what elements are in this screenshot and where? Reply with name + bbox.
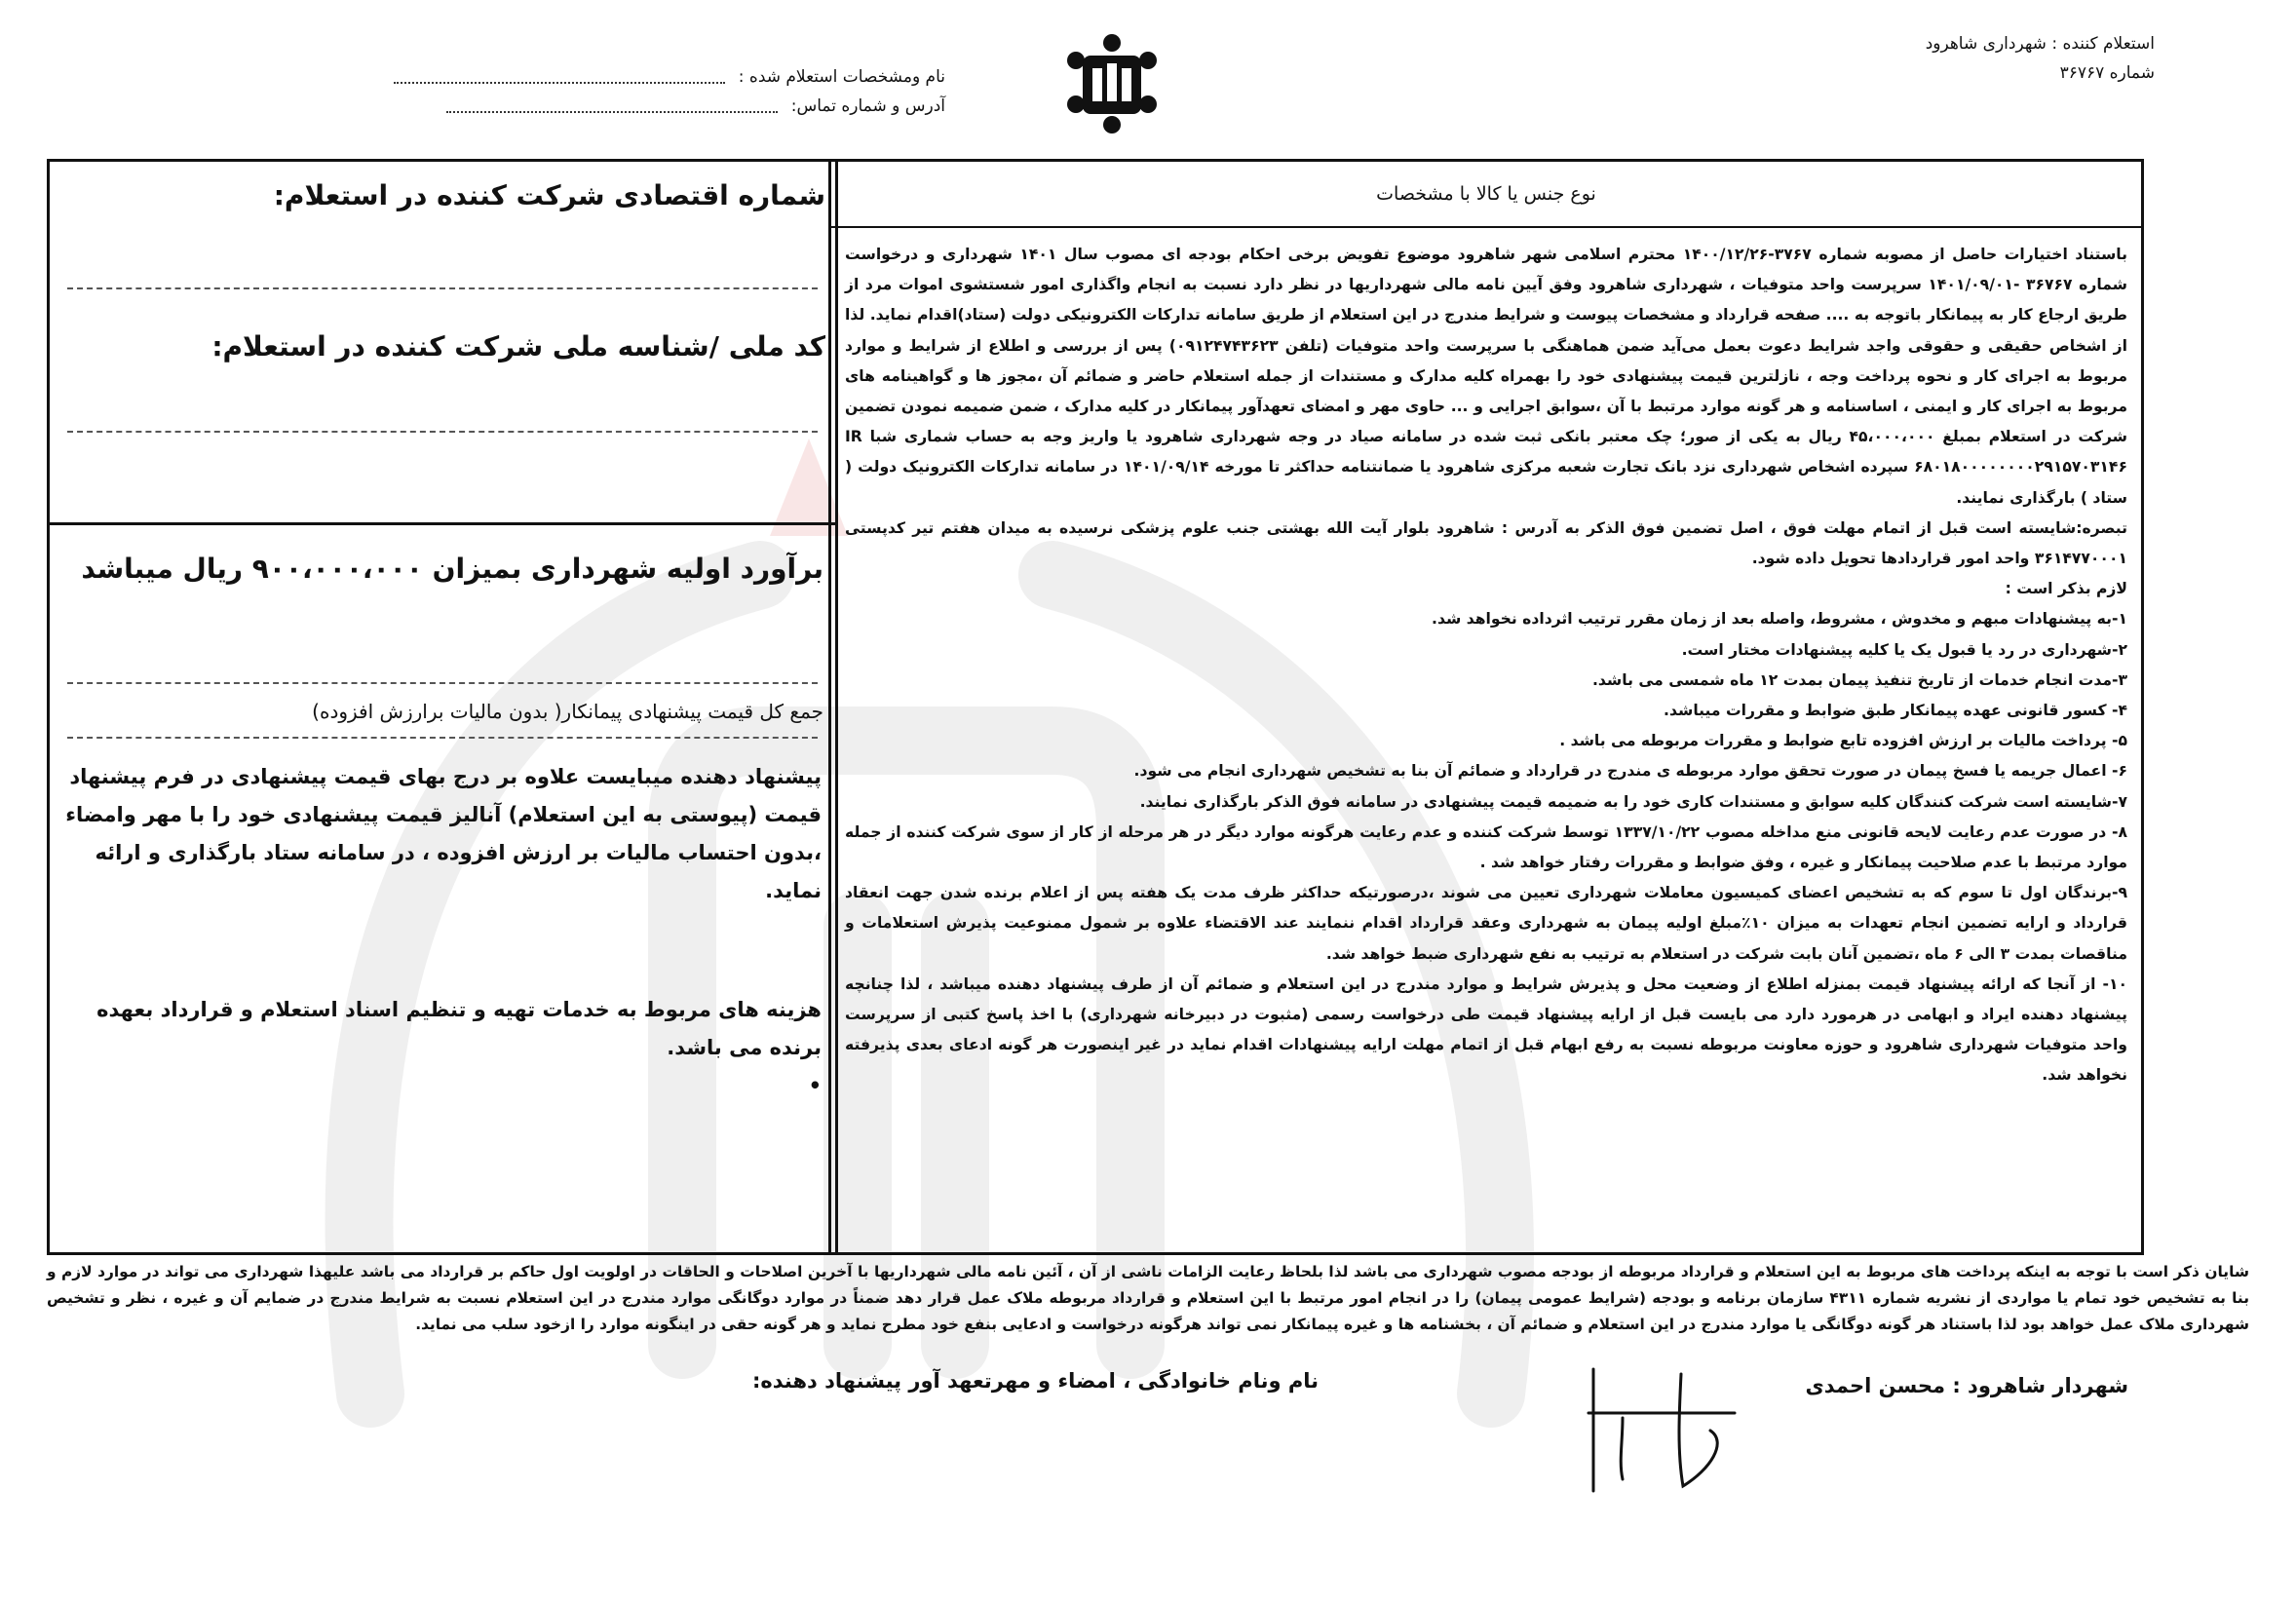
- respondent-name-label: نام ومشخصات استعلام شده :: [738, 67, 945, 87]
- total-price-field[interactable]: [67, 682, 818, 684]
- bidder-signature-label: نام ونام خانوادگی ، امضاء و مهرتعهد آور پیشنهاد دهنده:: [752, 1369, 1319, 1393]
- condition-item-10: ۱۰- از آنجا که ارائه پیشنهاد قیمت بمنزله اطلاع از وضعیت محل و پذیرش شرایط و موارد مندرج در این استعلام و ضمائم آن از طرف پیشنهاد دهنده میباشد ، لذا چنانچه پیشنهاد دهنده ایراد و ابهامی در هرمورد دارد می بایست قبل از ارایه پیشنهاد قیمت طی درخواست رسمی (مثبوت در دبیرخانه شهرداری) با اخذ پاسخ کتبی از سرپرست واحد متوفیات شهرداری شاهرود و حوزه معاونت مربوطه نسبت به رفع ابهام قبل از اتمام مهلت ارایه پیشنهادات اقدام نماید در غیر اینصورت هر گونه ادعای بعدی پذیرفته نخواهد شد.: [845, 974, 2127, 1085]
- inquirer-label: استعلام کننده : شهرداری شاهرود: [1925, 34, 2155, 54]
- municipality-logo-icon: [1058, 31, 1166, 138]
- bidder-conditions-cell: [50, 983, 835, 1258]
- national-id-label: کد ملی /شناسه ملی شرکت کننده در استعلام:: [211, 330, 825, 363]
- bidder-id-cell: [50, 162, 835, 525]
- bidder-condition-3-bullet: •: [808, 1074, 822, 1097]
- respondent-name-field[interactable]: [394, 70, 725, 84]
- condition-item-3: ۳-مدت انجام خدمات از تاریخ تنفیذ پیمان بمدت ۱۲ ماه شمسی می باشد.: [1592, 670, 2127, 689]
- economic-id-label: شماره اقتصادی شرکت کننده در استعلام:: [273, 179, 825, 211]
- condition-item-4: ۴- کسور قانونی عهده پیمانکار طبق ضوابط و مقررات میباشد.: [1664, 702, 2127, 720]
- footer-note: شایان ذکر است با توجه به اینکه پرداخت های مربوط به این استعلام و قرارداد مربوطه از بودجه مصوب شهرداری می باشد لذا بلحاظ رعایت الزامات ناشی از آن ، آئین نامه مالی شهرداریها با آخرین اصلاحات و الحاقات در اولویت اول حاکم بر قرارداد می باشد علیهذا شهرداری می تواند در موارد لازم و بنا به تشخیص خود تمام یا مواردی از نشریه شماره ۴۳۱۱ سازمان برنامه و بودجه (شرایط عمومی پیمان) را در انجام امور مرتبط با این استعلام و قرارداد مربوطه ملاک عمل قرار دهد ضمناً در موارد دوگانگی موارد مندرج در این استعلام نسبت به شرایط مندرج در ضمایم آن و غیره ، نظر و تشخیص شهرداری ملاک عمل خواهد بود لذا باستناد هر گونه دوگانگی یا موارد مندرج در این استعلام و ضمائم آن ، بخشنامه ها و غیره پیمانکار نمی تواند هرگونه درخواست و ادعایی بنفع خود مطرح نماید و هر گونه حقی در اینگونه موارد را ازخود سلب می نماید.: [47, 1263, 2249, 1333]
- paragraph-required-heading: لازم بذکر است :: [2005, 580, 2127, 598]
- specification-header: نوع جنس یا کالا با مشخصات: [831, 162, 2141, 228]
- condition-item-9: ۹-برندگان اول تا سوم که به تشخیص اعضای کمیسیون معاملات شهرداری تعیین می شوند ،درصورتیکه حداکثر ظرف مدت یک هفته پس از اعلام برنده شدن جهت انعقاد قرارداد و ارایه تضمین انجام تعهدات به میزان ۱۰٪مبلغ اولیه پیمان به شهرداری وعقد قرارداد اقدام ننمایند عند الاقتضاء علاوه بر شمول ممنوعیت پذیرش استعلامات و مناقصات بمدت ۳ الی ۶ ماه ،تضمین آنان بابت شرکت در استعلام به ترتیب به نفع شهرداری ضبط خواهد شد.: [845, 884, 2127, 963]
- national-id-field[interactable]: [67, 431, 818, 433]
- handwritten-signature: [1564, 1355, 1740, 1501]
- address-field[interactable]: [446, 99, 778, 113]
- condition-item-6: ۶- اعمال جریمه یا فسخ پیمان در صورت تحقق موارد مربوطه ی مندرج در قرارداد و ضمائم آن بنا به تشخیص شهرداری انجام می شود.: [1133, 762, 2127, 781]
- total-price-underline: [67, 737, 818, 739]
- address-label: آدرس و شماره تماس:: [790, 96, 945, 116]
- total-price-label: جمع کل قیمت پیشنهادی پیمانکار( بدون مالیات برارزش افزوده): [312, 700, 823, 723]
- condition-item-1: ۱-به پیشنهادات مبهم و مخدوش ، مشروط، واصله بعد از زمان مقرر ترتیب اثرداده نخواهد شد.: [1432, 610, 2127, 629]
- bidder-condition-1: پیشنهاد دهنده میبایست علاوه بر درج بهای قیمت پیشنهادی در فرم پیشنهاد قیمت (پیوستی به این استعلام) آنالیز قیمت پیشنهادی خود را با مهر وامضاء ،بدون احتساب مالیات بر ارزش افزوده ، در سامانه ستاد بارگذاری و ارائه نماید.: [65, 765, 822, 902]
- bidder-condition-2: هزینه های مربوط به خدمات تهیه و تنظیم اسناد استعلام و قرارداد بعهده برنده می باشد.: [96, 998, 822, 1059]
- condition-item-2: ۲-شهرداری در رد یا قبول یک یا کلیه پیشنهادات مختار است.: [1681, 640, 2127, 659]
- header-inquirer-block: [1745, 29, 2155, 88]
- condition-item-7: ۷-شایسته است شرکت کنندگان کلیه سوابق و مستندات کاری خود را به ضمیمه قیمت پیشنهادی در سامانه فوق الذکر بارگذاری نمایند.: [1139, 792, 2127, 811]
- condition-item-8: ۸- در صورت عدم رعایت لایحه قانونی منع مداخله مصوب ۱۳۳۷/۱۰/۲۲ توسط شرکت کننده و عدم رعایت هرگونه موارد دیگر در هر مرحله از کار از سوی شرکت کننده از جمله موارد مرتبط با عدم صلاحیت پیمانکار و غیره ، وفق ضوابط و مقررات رفتار خواهد شد .: [845, 822, 2127, 872]
- estimate-cell: [50, 525, 835, 983]
- paragraph-intro: باستناد اختیارات حاصل از مصوبه شماره ۳۷۶۷-۱۴۰۰/۱۲/۲۶ محترم اسلامی شهر شاهرود موضوع تفویض برخی احکام بودجه ای مصوب سال ۱۴۰۱ شهرداری و درخواست شماره ۳۶۷۶۷ -۱۴۰۱/۰۹/۰۱ سرپرست واحد متوفیات ، شهرداری شاهرود وفق آیین نامه مالی شهرداریها در نظر دارد نسبت به انجام واگذاری امور شستشوی اموات مرد از طریق ارجاع کار به پیمانکار باتوجه به .... صفحه قرارداد و مشخصات پیوست و شرایط مندرج در این استعلام از طریق سامانه تدارکات الکترونیکی دولت (ستاد)اقدام نماید. لذا از اشخاص حقیقی و حقوقی واجد شرایط دعوت بعمل می‌آید ضمن هماهنگی با سرپرست واحد متوفیات (تلفن ۰۹۱۲۴۷۴۳۶۲۳) پس از بررسی و اطلاع از شرایط و موارد مربوط به اجرای کار و نحوه پرداخت وجه ، نازلترین قیمت پیشنهادی خود را بهمراه کلیه مدارک و مستندات از جمله استعلام حاضر و ضمائم آن ،مجوز ها و گواهینامه های مربوط به اجرای کار و ایمنی ، اساسنامه و هر گونه موارد مرتبط با آن ،سوابق اجرایی و ... حاوی مهر و امضای تعهدآور پیمانکار در کلیه مدارک ، ضمن ضمیمه نمودن تضمین شرکت در استعلام بمبلغ ۴۵،۰۰۰،۰۰۰ ریال به یکی از صور؛ چک معتبر بانکی ثبت شده در سامانه صیاد در وجه شهرداری شاهرود یا واریز وجه به حساب شماری شبا IR ۶۸۰۱۸۰۰۰۰۰۰۰۰۲۹۱۵۷۰۳۱۴۶ سپرده اشخاص شهرداری نزد بانک تجارت شعبه مرکزی شاهرود یا ضمانتنامه حداکثر تا مورخه ۱۴۰۱/۰۹/۱۴ در سامانه تدارکات الکترونیک دولت ( ستاد ) بارگذاری نمایند.: [845, 246, 2128, 507]
- condition-item-5: ۵- پرداخت مالیات بر ارزش افزوده تابع ضوابط و مقررات مربوطه می باشد .: [1559, 732, 2127, 750]
- specification-panel: [828, 159, 2144, 1255]
- mayor-signature-label: شهردار شاهرود : محسن احمدی: [1805, 1374, 2128, 1397]
- specification-body: [845, 240, 2127, 1091]
- paragraph-note: تبصره:شایسته است قبل از اتمام مهلت فوق ، اصل تضمین فوق الذکر به آدرس : شاهرود بلوار آیت الله بهشتی جنب علوم پزشکی نرسیده به میدان هفتم تیر کدپستی ۳۶۱۴۷۷۰۰۰۱ واحد امور قراردادها تحویل داده شود.: [845, 518, 2127, 568]
- estimate-title: برآورد اولیه شهرداری بمیزان ۹۰۰،۰۰۰،۰۰۰ ریال میباشد: [81, 553, 823, 585]
- bidder-panel: [47, 159, 838, 1255]
- reference-number: شماره ۳۶۷۶۷: [2059, 63, 2155, 83]
- header-respondent-block: [283, 62, 945, 121]
